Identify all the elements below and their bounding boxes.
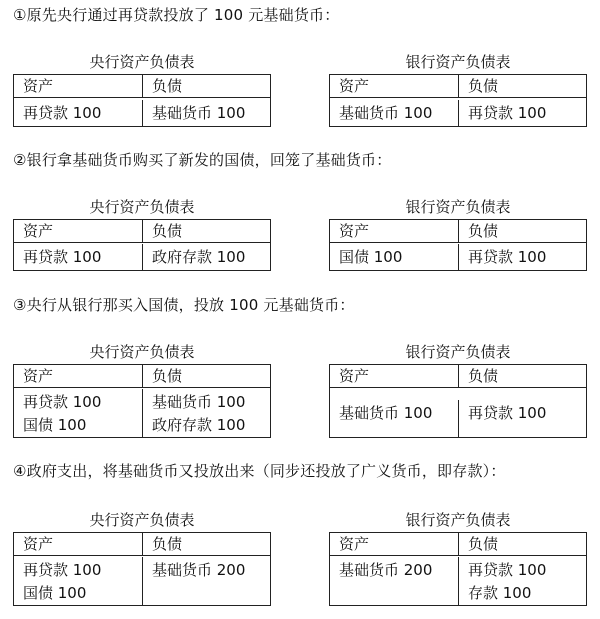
step-1-bank-table — [329, 74, 587, 127]
asset-entry: 国债 100 — [23, 415, 87, 434]
asset-entry: 国债 100 — [339, 248, 403, 266]
step-1-central-caption: 央行资产负债表 — [89, 53, 195, 71]
step-3-central-table — [13, 364, 271, 438]
liability-entry: 政府存款 100 — [152, 248, 246, 266]
asset-entry: 再贷款 100 — [23, 392, 102, 411]
liability-header: 负债 — [458, 365, 586, 388]
asset-header: 资产 — [14, 75, 142, 98]
step-4-bank-caption: 银行资产负债表 — [405, 511, 511, 529]
asset-column — [330, 400, 458, 437]
step-1-title: ①原先央行通过再贷款投放了 100 元基础货币： — [13, 6, 340, 24]
asset-entry: 基础货币 100 — [339, 103, 433, 122]
step-2-bank-table — [329, 219, 587, 271]
asset-header: 资产 — [14, 220, 142, 243]
liability-header: 负债 — [142, 533, 270, 556]
asset-entry: 再贷款 100 — [23, 248, 102, 266]
step-3-bank-caption: 银行资产负债表 — [405, 343, 511, 361]
liability-header: 负债 — [142, 220, 270, 243]
liability-entry: 基础货币 100 — [152, 103, 246, 122]
liability-entry: 再贷款 100 — [468, 103, 547, 122]
step-1-bank-caption: 银行资产负债表 — [405, 53, 511, 71]
step-2-title: ②银行拿基础货币购买了新发的国债，回笼了基础货币： — [13, 151, 392, 169]
step-4-central-table — [13, 532, 271, 606]
liability-header: 负债 — [142, 75, 270, 98]
asset-entry: 基础货币 200 — [339, 560, 433, 579]
step-1-central-table — [13, 74, 271, 127]
liability-header: 负债 — [458, 75, 586, 98]
liability-header: 负债 — [142, 365, 270, 388]
asset-header: 资产 — [330, 220, 458, 243]
liability-column — [142, 100, 270, 127]
step-3-title: ③央行从银行那买入国债，投放 100 元基础货币： — [13, 296, 355, 314]
liability-entry: 基础货币 200 — [152, 560, 246, 579]
step-2-bank-caption: 银行资产负债表 — [405, 198, 511, 216]
step-4-bank-table — [329, 532, 587, 606]
liability-entry: 基础货币 100 — [152, 392, 246, 411]
asset-header: 资产 — [330, 75, 458, 98]
liability-header: 负债 — [458, 220, 586, 243]
liability-column — [458, 557, 586, 606]
asset-header: 资产 — [330, 365, 458, 388]
liability-column — [142, 389, 270, 438]
asset-header: 资产 — [14, 365, 142, 388]
asset-entry: 再贷款 100 — [23, 560, 102, 579]
step-4-title: ④政府支出，将基础货币又投放出来（同步还投放了广义货币，即存款）： — [13, 462, 506, 480]
liability-entry: 再贷款 100 — [468, 560, 547, 579]
asset-column — [330, 100, 458, 127]
liability-column — [458, 100, 586, 127]
asset-column — [14, 557, 142, 606]
liability-column — [458, 244, 586, 270]
asset-header: 资产 — [330, 533, 458, 556]
asset-entry: 基础货币 100 — [339, 404, 433, 422]
asset-entry: 国债 100 — [23, 583, 87, 602]
liability-column — [458, 400, 586, 437]
liability-column — [142, 557, 270, 606]
liability-entry: 存款 100 — [468, 583, 532, 602]
asset-column — [330, 557, 458, 606]
liability-entry: 政府存款 100 — [152, 415, 246, 434]
asset-column — [14, 244, 142, 270]
liability-entry: 再贷款 100 — [468, 404, 547, 422]
step-3-central-caption: 央行资产负债表 — [89, 343, 195, 361]
liability-header: 负债 — [458, 533, 586, 556]
asset-header: 资产 — [14, 533, 142, 556]
asset-column — [14, 100, 142, 127]
step-2-central-table — [13, 219, 271, 271]
step-3-bank-table — [329, 364, 587, 438]
asset-entry: 再贷款 100 — [23, 103, 102, 122]
asset-column — [14, 389, 142, 438]
asset-column — [330, 244, 458, 270]
liability-column — [142, 244, 270, 270]
step-4-central-caption: 央行资产负债表 — [89, 511, 195, 529]
liability-entry: 再贷款 100 — [468, 248, 547, 266]
step-2-central-caption: 央行资产负债表 — [89, 198, 195, 216]
